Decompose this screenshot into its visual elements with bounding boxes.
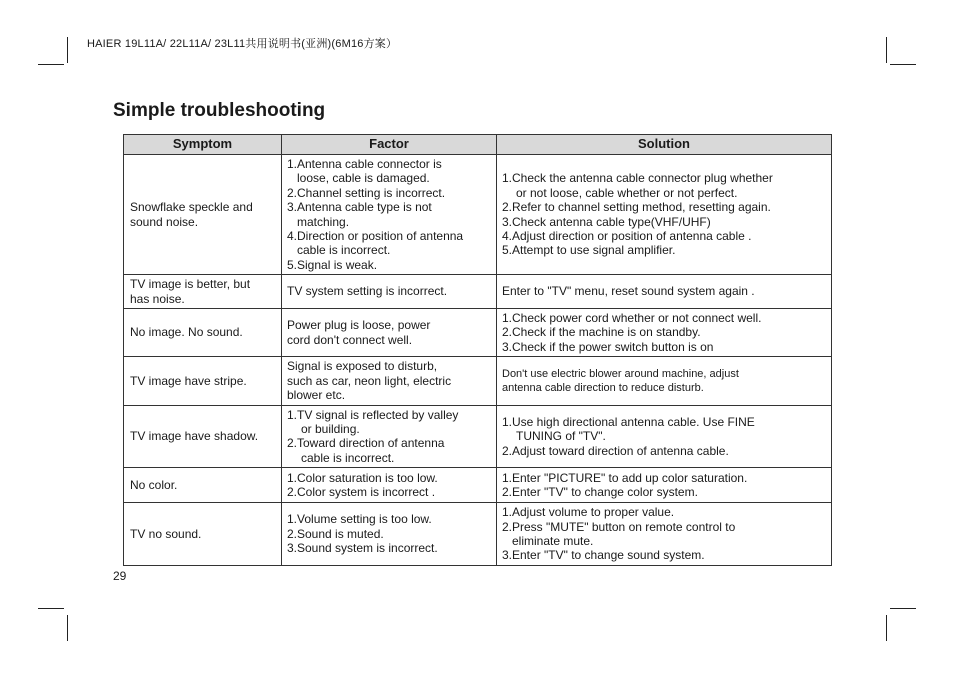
factor-line: TV system setting is incorrect. [287, 284, 448, 299]
crop-mark [890, 608, 916, 609]
solution-line: 3.Enter "TV" to change sound system. [502, 548, 705, 563]
factor-line: 2.Sound is muted. [287, 526, 384, 541]
factor-line: loose, cable is damaged. [297, 171, 430, 186]
factor-line: or building. [301, 421, 360, 436]
factor-line: 5.Signal is weak. [287, 257, 378, 272]
table-row [124, 468, 832, 503]
solution-cell [497, 155, 832, 275]
factor-cell [282, 275, 497, 309]
factor-line: cable is incorrect. [301, 450, 395, 465]
factor-line: 1.Color saturation is too low. [287, 470, 438, 485]
table-row [124, 275, 832, 309]
solution-header: Solution [497, 135, 832, 155]
symptom-cell [124, 275, 282, 309]
factor-line: matching. [297, 214, 350, 229]
crop-mark [38, 608, 64, 609]
symptom-cell [124, 503, 282, 566]
solution-line: TUNING of "TV". [516, 429, 606, 444]
solution-line: or not loose, cable whether or not perfect. [516, 185, 738, 200]
crop-mark [886, 37, 887, 63]
solution-line: 2.Press "MUTE" button on remote control to [502, 519, 736, 534]
factor-line: 2.Color system is incorrect . [287, 485, 436, 500]
table-header-row [124, 135, 832, 155]
solution-line: 1.Check power cord whether or not connect well. [502, 311, 762, 326]
solution-line: 1.Check the antenna cable connector plug whether [502, 171, 773, 186]
solution-line: Enter to "TV" menu, reset sound system again . [502, 284, 755, 299]
solution-cell [497, 309, 832, 357]
solution-cell [497, 503, 832, 566]
factor-line: Power plug is loose, power [287, 318, 431, 333]
factor-line: 1.TV signal is reflected by valley [287, 407, 459, 422]
symptom-cell [124, 155, 282, 275]
factor-line: Signal is exposed to disturb, [287, 359, 438, 374]
symptom-line: has noise. [130, 291, 185, 306]
factor-cell [282, 405, 497, 468]
solution-line: 2.Adjust toward direction of antenna cable. [502, 443, 729, 458]
factor-cell [282, 468, 497, 503]
factor-line: 3.Sound system is incorrect. [287, 541, 438, 556]
solution-line: 1.Use high directional antenna cable. Use FINE [502, 414, 755, 429]
crop-mark [890, 64, 916, 65]
crop-mark [38, 64, 64, 65]
symptom-line: Snowflake speckle and [130, 200, 253, 215]
factor-line: 4.Direction or position of antenna [287, 229, 464, 244]
solution-line: eliminate mute. [512, 533, 594, 548]
solution-cell [497, 468, 832, 503]
factor-line: 2.Toward direction of antenna [287, 436, 445, 451]
symptom-line: sound noise. [130, 214, 199, 229]
table-row [124, 503, 832, 566]
solution-line: antenna cable direction to reduce disturb. [502, 381, 704, 394]
troubleshooting-table [123, 134, 832, 566]
factor-line: cable is incorrect. [297, 243, 391, 258]
table-row [124, 405, 832, 468]
solution-line: 4.Adjust direction or position of antenna cable . [502, 229, 752, 244]
crop-mark [67, 37, 68, 63]
symptom-line: No color. [130, 477, 178, 492]
factor-line: 3.Antenna cable type is not [287, 200, 432, 215]
solution-line: 2.Check if the machine is on standby. [502, 325, 701, 340]
solution-line: 1.Enter "PICTURE" to add up color saturation. [502, 470, 748, 485]
factor-line: such as car, neon light, electric [287, 373, 452, 388]
factor-cell [282, 503, 497, 566]
symptom-line: TV image is better, but [130, 277, 251, 292]
factor-line: 2.Channel setting is incorrect. [287, 185, 446, 200]
solution-line: Don't use electric blower around machine, adjust [502, 367, 739, 380]
factor-line: cord don't connect well. [287, 332, 413, 347]
symptom-header: Symptom [124, 135, 282, 155]
solution-cell [497, 275, 832, 309]
solution-line: 1.Adjust volume to proper value. [502, 505, 675, 520]
symptom-cell [124, 405, 282, 468]
crop-mark [67, 615, 68, 641]
page-number: 29 [113, 569, 127, 583]
symptom-cell [124, 468, 282, 503]
factor-line: blower etc. [287, 388, 346, 403]
symptom-cell [124, 309, 282, 357]
document-header: HAIER 19L11A/ 22L11A/ 23L11共用说明书(亚洲)(6M16方案） [87, 38, 398, 50]
crop-mark [886, 615, 887, 641]
symptom-line: No image. No sound. [130, 325, 243, 340]
symptom-line: TV image have stripe. [130, 373, 247, 388]
table-row [124, 309, 832, 357]
page-title: Simple troubleshooting [113, 100, 326, 121]
solution-line: 2.Enter "TV" to change color system. [502, 485, 698, 500]
solution-cell [497, 405, 832, 468]
factor-cell [282, 309, 497, 357]
factor-cell [282, 357, 497, 405]
table-row [124, 155, 832, 275]
symptom-line: TV image have shadow. [130, 429, 259, 444]
solution-line: 5.Attempt to use signal amplifier. [502, 243, 676, 258]
solution-line: 3.Check antenna cable type(VHF/UHF) [502, 214, 711, 229]
table-row [124, 357, 832, 405]
symptom-line: TV no sound. [130, 526, 202, 541]
factor-cell [282, 155, 497, 275]
factor-line: 1.Antenna cable connector is [287, 157, 442, 171]
symptom-cell [124, 357, 282, 405]
factor-line: 1.Volume setting is too low. [287, 512, 432, 527]
factor-header: Factor [282, 135, 497, 155]
solution-cell [497, 357, 832, 405]
solution-line: 2.Refer to channel setting method, resetting again. [502, 200, 771, 215]
solution-line: 3.Check if the power switch button is on [502, 339, 714, 354]
